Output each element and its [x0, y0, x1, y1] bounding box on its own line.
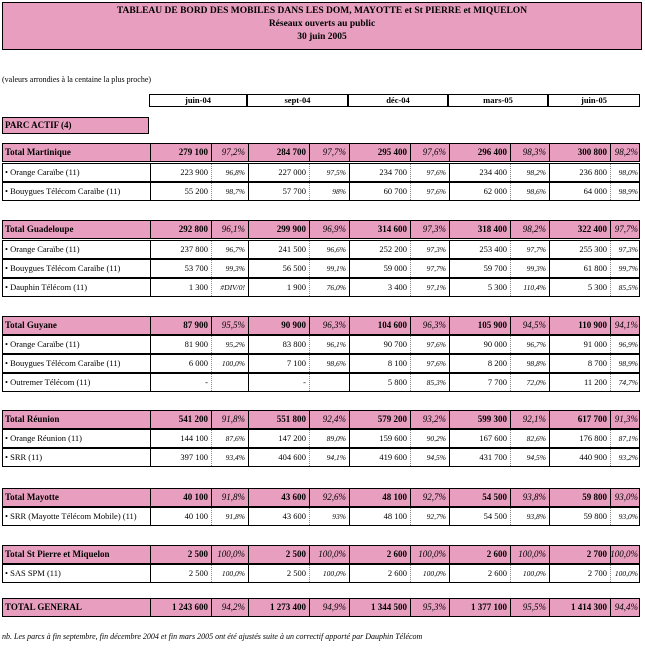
cell-percent: 96,1% [221, 224, 245, 234]
cell-percent: 95,2% [225, 340, 245, 349]
cell-percent: 74,7% [618, 378, 638, 387]
total-row [2, 220, 640, 239]
cell-value: 1 344 500 [371, 602, 407, 612]
cell-value: 1 377 100 [471, 602, 507, 612]
cell-value: 48 100 [382, 492, 407, 502]
cell-percent: 94,5% [522, 320, 546, 330]
cell-value: 43 600 [282, 511, 306, 521]
cell-value: 62 000 [483, 186, 507, 196]
cell-value: 90 000 [483, 339, 507, 349]
cell-percent: 94,1% [326, 453, 346, 462]
cell-percent: 93,8% [522, 492, 546, 502]
cell-percent: 94,9% [322, 602, 346, 612]
column-header-2: déc-04 [348, 94, 448, 107]
row-label: • SAS SPM (11) [5, 568, 61, 578]
cell-value: 59 800 [583, 511, 607, 521]
cell-percent: 98,8% [526, 359, 546, 368]
cell-percent: 100,0% [610, 549, 638, 559]
cell-value: 2 600 [486, 549, 507, 559]
cell-value: 40 100 [183, 492, 208, 502]
cell-percent: 89,0% [326, 434, 346, 443]
cell-percent: 95,5% [221, 320, 245, 330]
cell-percent: 94,5% [426, 453, 446, 462]
cell-percent: 96,9% [322, 224, 346, 234]
cell-value: 91 000 [583, 339, 607, 349]
cell-percent: 98,6% [326, 359, 346, 368]
cell-value: 1 414 300 [571, 602, 607, 612]
column-header-4: juin-05 [548, 94, 640, 107]
table-row [2, 182, 640, 201]
cell-percent: 94,5% [526, 453, 546, 462]
total-row [2, 410, 640, 429]
footnote: nb. Les parcs à fin septembre, fin décembre 2004 et fin mars 2005 ont été ajustés suite à un correctif apporté par Dauphin Télécom [2, 632, 423, 641]
cell-percent: 92,1% [522, 414, 546, 424]
row-label: • Orange Caraïbe (11) [5, 339, 80, 349]
cell-percent: 98,6% [526, 187, 546, 196]
cell-value: 440 900 [579, 452, 607, 462]
cell-value: 431 700 [479, 452, 507, 462]
cell-percent: 110,4% [523, 283, 546, 292]
cell-value: 1 243 600 [172, 602, 208, 612]
report-date: 30 juin 2005 [297, 32, 347, 42]
cell-percent: 99,1% [326, 264, 346, 273]
cell-percent: 100,0% [221, 569, 245, 578]
cell-value: 397 100 [180, 452, 208, 462]
cell-percent: 97,7% [526, 245, 546, 254]
cell-percent: 92,6% [322, 492, 346, 502]
cell-value: 11 200 [583, 377, 607, 387]
cell-value: 2 700 [587, 568, 607, 578]
cell-value: 8 700 [587, 358, 607, 368]
report-title: TABLEAU DE BORD DES MOBILES DANS LES DOM, MAYOTTE et St PIERRE et MIQUELON [116, 6, 528, 16]
cell-value: 253 400 [479, 244, 507, 254]
cell-percent [309, 374, 349, 391]
cell-value: 2 500 [285, 549, 306, 559]
cell-percent: 91,8% [221, 492, 245, 502]
row-label: • Bouygues Télécom Caraïbe (11) [5, 263, 121, 273]
cell-percent: 99,7% [618, 264, 638, 273]
cell-percent: 98,2% [526, 168, 546, 177]
row-label: • Orange Réunion (11) [5, 433, 83, 443]
cell-value: 318 400 [477, 224, 507, 234]
cell-value: 87 900 [183, 320, 208, 330]
cell-value: 2 500 [188, 568, 208, 578]
cell-value: 83 800 [282, 339, 306, 349]
cell-value: 64 000 [583, 186, 607, 196]
cell-value: 1 900 [286, 282, 306, 292]
cell-percent: 98,7% [225, 187, 245, 196]
cell-percent: 98,0% [618, 168, 638, 177]
row-label: TOTAL GENERAL [5, 602, 82, 612]
cell-value: 2 500 [286, 568, 306, 578]
row-label: Total Guadeloupe [5, 224, 74, 234]
cell-percent: #DIV/0! [220, 283, 245, 292]
cell-value: 60 700 [383, 186, 407, 196]
cell-value: 3 400 [387, 282, 407, 292]
row-label: Total Mayotte [5, 492, 59, 502]
cell-value: 295 400 [377, 147, 407, 157]
cell-value: - [303, 377, 306, 387]
cell-value: 40 100 [184, 511, 208, 521]
cell-percent: 97,7% [426, 264, 446, 273]
row-label: • Bouygues Télécom Caraïbe (11) [5, 186, 121, 196]
cell-percent: 96,3% [422, 320, 446, 330]
cell-value: 57 700 [282, 186, 306, 196]
cell-value: 8 100 [387, 358, 407, 368]
cell-value: 241 500 [278, 244, 306, 254]
cell-value: 299 900 [276, 224, 306, 234]
cell-percent: 91,3% [614, 414, 638, 424]
rounding-note: (valeurs arrondies à la centaine la plus proche) [2, 75, 152, 84]
cell-percent: 92,4% [322, 414, 346, 424]
table-row [2, 278, 640, 297]
cell-value: 404 600 [278, 452, 306, 462]
cell-value: 59 700 [483, 263, 507, 273]
cell-value: 599 300 [477, 414, 507, 424]
cell-percent: 100,0% [318, 549, 346, 559]
cell-percent: 100,0% [217, 549, 245, 559]
cell-percent: 100,0% [221, 359, 245, 368]
cell-percent: 100,0% [614, 569, 638, 578]
total-row [2, 598, 640, 617]
cell-value: 54 500 [482, 492, 507, 502]
cell-value: 237 800 [180, 244, 208, 254]
cell-value: 104 600 [377, 320, 407, 330]
cell-percent: 100,0% [422, 569, 446, 578]
cell-value: 2 500 [187, 549, 208, 559]
cell-percent: 94,4% [614, 602, 638, 612]
cell-percent: 93% [332, 512, 346, 521]
cell-percent: 97,1% [426, 283, 446, 292]
cell-percent: 97,7% [322, 147, 346, 157]
table-row [2, 335, 640, 354]
table-row [2, 564, 640, 583]
cell-percent: 100,0% [518, 549, 546, 559]
cell-value: 159 600 [379, 433, 407, 443]
cell-value: 322 400 [577, 224, 607, 234]
cell-value: 59 000 [383, 263, 407, 273]
cell-percent: 93,2% [422, 414, 446, 424]
cell-percent: 97,3% [426, 245, 446, 254]
cell-percent: 93,0% [614, 492, 638, 502]
cell-value: 541 200 [178, 414, 208, 424]
cell-value: 54 500 [483, 511, 507, 521]
cell-percent: 72,0% [526, 378, 546, 387]
table-row [2, 163, 640, 182]
cell-percent: 97,6% [426, 359, 446, 368]
row-label: • Orange Caraïbe (11) [5, 244, 80, 254]
cell-value: 296 400 [477, 147, 507, 157]
cell-value: 59 800 [582, 492, 607, 502]
cell-value: 2 600 [487, 568, 507, 578]
report-title-box [2, 2, 642, 50]
cell-percent: 96,3% [322, 320, 346, 330]
cell-value: 579 200 [377, 414, 407, 424]
column-header-3: mars-05 [448, 94, 548, 107]
table-row [2, 240, 640, 259]
total-row [2, 545, 640, 564]
cell-value: 617 700 [577, 414, 607, 424]
column-header-1: sept-04 [247, 94, 348, 107]
row-label: Total St Pierre et Miquelon [5, 549, 110, 559]
cell-value: 279 100 [178, 147, 208, 157]
cell-value: 90 900 [281, 320, 306, 330]
cell-percent: 99,3% [526, 264, 546, 273]
total-row [2, 316, 640, 335]
cell-percent: 96,7% [225, 245, 245, 254]
cell-value: 5 300 [487, 282, 507, 292]
cell-percent: 93,8% [526, 512, 546, 521]
cell-percent: 91,8% [225, 512, 245, 521]
cell-percent: 99,3% [225, 264, 245, 273]
cell-value: 223 900 [180, 167, 208, 177]
cell-percent: 91,8% [221, 414, 245, 424]
cell-value: 292 800 [178, 224, 208, 234]
cell-value: 300 800 [577, 147, 607, 157]
cell-percent: 85,5% [618, 283, 638, 292]
table-row [2, 507, 640, 526]
table-row [2, 373, 640, 392]
cell-percent: 97,6% [426, 340, 446, 349]
cell-percent: 93,0% [618, 512, 638, 521]
row-label: • SRR (Mayotte Télécom Mobile) (11) [5, 511, 137, 521]
cell-percent: 98,3% [522, 147, 546, 157]
cell-percent: 96,6% [326, 245, 346, 254]
total-row [2, 143, 640, 162]
cell-percent: 97,7% [614, 224, 638, 234]
cell-percent: 98% [332, 187, 346, 196]
cell-percent: 98,9% [618, 187, 638, 196]
cell-percent: 95,3% [422, 602, 446, 612]
cell-value: 48 100 [383, 511, 407, 521]
row-label: Total Réunion [5, 414, 60, 424]
cell-value: 7 100 [286, 358, 306, 368]
cell-value: 236 800 [579, 167, 607, 177]
cell-percent: 96,8% [225, 168, 245, 177]
cell-percent: 97,2% [221, 147, 245, 157]
section-label: PARC ACTIF (4) [2, 117, 149, 134]
row-label: Total Guyane [5, 320, 57, 330]
cell-percent: 93,4% [225, 453, 245, 462]
cell-value: 43 600 [281, 492, 306, 502]
cell-percent [211, 374, 248, 391]
cell-value: 234 700 [379, 167, 407, 177]
cell-value: 2 600 [387, 568, 407, 578]
cell-percent: 98,2% [614, 147, 638, 157]
cell-percent: 95,5% [522, 602, 546, 612]
cell-value: - [205, 377, 208, 387]
cell-percent: 82,6% [526, 434, 546, 443]
cell-value: 7 700 [487, 377, 507, 387]
cell-percent: 100,0% [522, 569, 546, 578]
cell-value: 227 000 [278, 167, 306, 177]
cell-value: 6 000 [188, 358, 208, 368]
table-row [2, 259, 640, 278]
cell-percent: 97,6% [426, 187, 446, 196]
table-row [2, 354, 640, 373]
report-subtitle: Réseaux ouverts au public [268, 19, 376, 29]
row-label: • Outremer Télécom (11) [5, 377, 91, 387]
cell-percent: 85,3% [426, 378, 446, 387]
cell-value: 551 800 [276, 414, 306, 424]
cell-percent: 100,0% [418, 549, 446, 559]
cell-percent: 92,7% [426, 512, 446, 521]
cell-value: 255 300 [579, 244, 607, 254]
cell-percent: 97,6% [426, 168, 446, 177]
cell-value: 5 800 [387, 377, 407, 387]
cell-percent: 76,0% [326, 283, 346, 292]
cell-value: 5 300 [587, 282, 607, 292]
cell-percent: 87,1% [618, 434, 638, 443]
total-row [2, 488, 640, 507]
cell-percent: 93,2% [618, 453, 638, 462]
cell-percent: 94,1% [614, 320, 638, 330]
cell-percent: 94,2% [221, 602, 245, 612]
cell-value: 147 200 [278, 433, 306, 443]
row-label: • SRR (11) [5, 452, 43, 462]
cell-value: 81 900 [184, 339, 208, 349]
cell-value: 55 200 [184, 186, 208, 196]
column-header-0: juin-04 [149, 94, 247, 107]
row-label: Total Martinique [5, 147, 71, 157]
cell-value: 90 700 [383, 339, 407, 349]
cell-value: 2 600 [386, 549, 407, 559]
cell-percent: 90,2% [426, 434, 446, 443]
cell-value: 176 800 [579, 433, 607, 443]
cell-percent: 98,2% [522, 224, 546, 234]
cell-percent: 97,5% [326, 168, 346, 177]
cell-value: 234 400 [479, 167, 507, 177]
cell-percent: 98,9% [618, 359, 638, 368]
cell-percent: 96,7% [526, 340, 546, 349]
cell-percent: 96,9% [618, 340, 638, 349]
cell-value: 419 600 [379, 452, 407, 462]
cell-value: 252 200 [379, 244, 407, 254]
cell-percent: 87,6% [225, 434, 245, 443]
cell-value: 284 700 [276, 147, 306, 157]
cell-value: 105 900 [477, 320, 507, 330]
cell-percent: 97,3% [422, 224, 446, 234]
cell-value: 53 700 [184, 263, 208, 273]
cell-value: 56 500 [282, 263, 306, 273]
row-label: • Dauphin Télécom (11) [5, 282, 88, 292]
cell-value: 8 200 [487, 358, 507, 368]
cell-value: 144 100 [180, 433, 208, 443]
table-row [2, 448, 640, 467]
cell-value: 167 600 [479, 433, 507, 443]
table-row [2, 429, 640, 448]
cell-value: 314 600 [377, 224, 407, 234]
cell-percent: 96,1% [326, 340, 346, 349]
cell-value: 1 300 [188, 282, 208, 292]
row-label: • Orange Caraïbe (11) [5, 167, 80, 177]
row-label: • Bouygues Télécom Caraïbe (11) [5, 358, 121, 368]
cell-value: 2 700 [586, 549, 607, 559]
cell-percent: 100,0% [322, 569, 346, 578]
cell-percent: 97,6% [422, 147, 446, 157]
cell-value: 110 900 [578, 320, 607, 330]
cell-value: 61 800 [583, 263, 607, 273]
cell-percent: 92,7% [422, 492, 446, 502]
cell-percent: 97,3% [618, 245, 638, 254]
cell-value: 1 273 400 [270, 602, 306, 612]
